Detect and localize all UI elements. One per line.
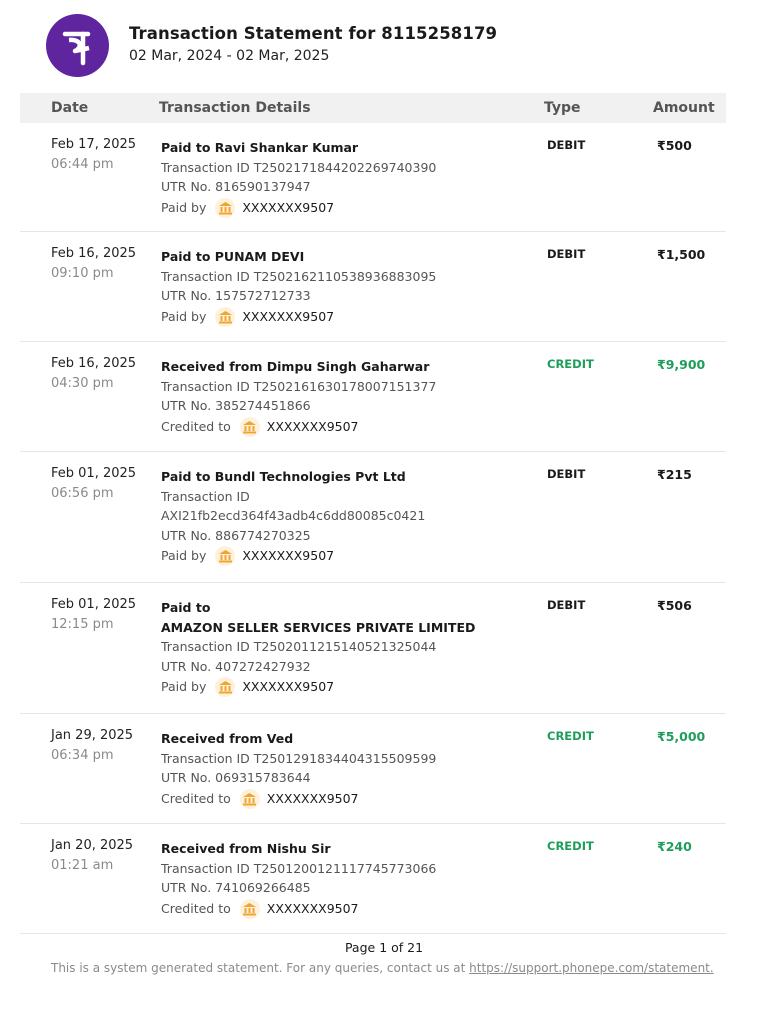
table-row bbox=[20, 452, 726, 583]
transaction-id: Transaction ID T2501291834404315509599 bbox=[161, 750, 437, 766]
title-block bbox=[129, 24, 497, 64]
table-row bbox=[20, 824, 726, 934]
account-number: XXXXXXX9507 bbox=[242, 548, 335, 564]
transaction-date: Feb 01, 2025 12:15 pm bbox=[51, 597, 137, 632]
transaction-list bbox=[20, 123, 726, 934]
transaction-time: 09:10 pm bbox=[51, 266, 114, 281]
column-amount: Amount bbox=[653, 100, 715, 116]
transaction-time: 06:44 pm bbox=[51, 157, 114, 172]
transaction-party: Received from Nishu Sir bbox=[161, 841, 331, 856]
transaction-id-label: Transaction ID bbox=[161, 488, 250, 504]
transaction-details bbox=[161, 598, 541, 697]
account-number: XXXXXXX9507 bbox=[266, 418, 359, 434]
transaction-party: Received from Ved bbox=[161, 731, 294, 746]
utr-number: UTR No. 886774270325 bbox=[161, 527, 311, 543]
transaction-time: 12:15 pm bbox=[51, 617, 114, 632]
transaction-id: Transaction ID T2501200121117745773066 bbox=[161, 860, 437, 876]
account-label: Paid by bbox=[161, 679, 207, 695]
transaction-type: CREDIT bbox=[547, 357, 594, 371]
table-row bbox=[20, 714, 726, 824]
account-line bbox=[161, 677, 541, 697]
transaction-type: DEBIT bbox=[547, 598, 586, 612]
account-number: XXXXXXX9507 bbox=[242, 199, 335, 215]
transaction-id: Transaction ID T2502011215140521325044 bbox=[161, 639, 437, 654]
transaction-date: Feb 16, 2025 09:10 pm bbox=[51, 246, 137, 281]
transaction-party: Paid to PUNAM DEVI bbox=[161, 249, 305, 264]
account-label: Paid by bbox=[161, 308, 207, 324]
bank-account-icon bbox=[240, 899, 260, 919]
utr-number: UTR No. 069315783644 bbox=[161, 770, 311, 785]
table-row bbox=[20, 123, 726, 232]
utr-number: UTR No. 816590137947 bbox=[161, 179, 311, 194]
transaction-amount: ₹240 bbox=[657, 839, 692, 854]
account-label: Credited to bbox=[161, 790, 231, 806]
transaction-party: Paid to Ravi Shankar Kumar bbox=[161, 140, 359, 155]
transaction-type: DEBIT bbox=[547, 467, 586, 481]
bank-account-icon bbox=[240, 789, 260, 809]
transaction-date: Feb 01, 2025 06:56 pm bbox=[51, 466, 137, 501]
bank-account-icon bbox=[215, 677, 235, 697]
transaction-time: 06:34 pm bbox=[51, 748, 114, 763]
transaction-details bbox=[161, 839, 541, 919]
bank-account-icon bbox=[215, 198, 235, 218]
table-header bbox=[20, 93, 726, 123]
utr-number: UTR No. 385274451866 bbox=[161, 398, 311, 413]
table-row bbox=[20, 342, 726, 452]
transaction-amount: ₹5,000 bbox=[657, 729, 706, 744]
transaction-amount: ₹215 bbox=[657, 467, 692, 482]
transaction-id: Transaction ID T2502171844202269740390 bbox=[161, 159, 437, 175]
account-label: Paid by bbox=[161, 199, 207, 215]
transaction-details bbox=[161, 138, 541, 218]
transaction-party: Paid to bbox=[161, 600, 211, 615]
column-details: Transaction Details bbox=[159, 100, 311, 116]
column-type: Type bbox=[544, 100, 581, 116]
footer-note-text: This is a system generated statement. For any queries, contact us at bbox=[51, 961, 470, 975]
account-line bbox=[161, 307, 541, 327]
bank-account-icon bbox=[215, 546, 235, 566]
transaction-date: Jan 29, 2025 06:34 pm bbox=[51, 728, 134, 763]
bank-account-icon bbox=[215, 307, 235, 327]
table-row bbox=[20, 232, 726, 342]
transaction-type: DEBIT bbox=[547, 138, 586, 152]
statement-title: Transaction Statement for 8115258179 bbox=[129, 23, 498, 43]
page-indicator: Page 1 of 21 bbox=[344, 940, 424, 955]
transaction-date: Feb 16, 2025 04:30 pm bbox=[51, 356, 137, 391]
transaction-amount: ₹1,500 bbox=[657, 247, 706, 262]
transaction-type: DEBIT bbox=[547, 247, 586, 261]
account-line bbox=[161, 789, 541, 809]
account-line bbox=[161, 899, 541, 919]
account-number: XXXXXXX9507 bbox=[266, 900, 359, 916]
transaction-details bbox=[161, 729, 541, 809]
transaction-party: Paid to Bundl Technologies Pvt Ltd bbox=[161, 469, 406, 484]
utr-number: UTR No. 741069266485 bbox=[161, 880, 311, 895]
utr-number: UTR No. 407272427932 bbox=[161, 658, 311, 674]
support-link[interactable]: https://support.phonepe.com/statement. bbox=[469, 961, 714, 975]
transaction-date: Jan 20, 2025 01:21 am bbox=[51, 838, 134, 873]
account-label: Credited to bbox=[161, 418, 231, 434]
transaction-type: CREDIT bbox=[547, 729, 594, 743]
transaction-party-name: AMAZON SELLER SERVICES PRIVATE LIMITED bbox=[161, 619, 476, 635]
transaction-time: 01:21 am bbox=[51, 858, 114, 873]
transaction-details bbox=[161, 357, 541, 437]
transaction-amount: ₹500 bbox=[657, 138, 692, 153]
account-line bbox=[161, 198, 541, 218]
transaction-type: CREDIT bbox=[547, 839, 594, 853]
transaction-date: Feb 17, 2025 06:44 pm bbox=[51, 137, 137, 172]
transaction-party: Received from Dimpu Singh Gaharwar bbox=[161, 359, 430, 374]
transaction-details bbox=[161, 467, 541, 566]
account-number: XXXXXXX9507 bbox=[242, 679, 335, 695]
utr-number: UTR No. 157572712733 bbox=[161, 288, 311, 303]
transaction-amount: ₹506 bbox=[657, 598, 692, 613]
account-line bbox=[161, 546, 541, 566]
statement-header bbox=[46, 14, 497, 77]
account-line bbox=[161, 417, 541, 437]
transaction-details bbox=[161, 247, 541, 327]
table-row bbox=[20, 583, 726, 714]
account-label: Paid by bbox=[161, 548, 207, 564]
transaction-id: AXI21fb2ecd364f43adb4c6dd80085c0421 bbox=[161, 508, 426, 523]
column-date: Date bbox=[51, 100, 89, 116]
transaction-time: 04:30 pm bbox=[51, 376, 114, 391]
transaction-id: Transaction ID T2502162110538936883095 bbox=[161, 268, 437, 284]
footer-note bbox=[51, 961, 768, 975]
account-number: XXXXXXX9507 bbox=[266, 790, 359, 806]
phonepe-logo-icon bbox=[46, 14, 109, 77]
account-number: XXXXXXX9507 bbox=[242, 308, 335, 324]
account-label: Credited to bbox=[161, 900, 231, 916]
transaction-time: 06:56 pm bbox=[51, 486, 114, 501]
transaction-id: Transaction ID T2502161630178007151377 bbox=[161, 378, 437, 394]
statement-period: 02 Mar, 2024 - 02 Mar, 2025 bbox=[129, 47, 330, 64]
transaction-amount: ₹9,900 bbox=[657, 357, 706, 372]
bank-account-icon bbox=[240, 417, 260, 437]
